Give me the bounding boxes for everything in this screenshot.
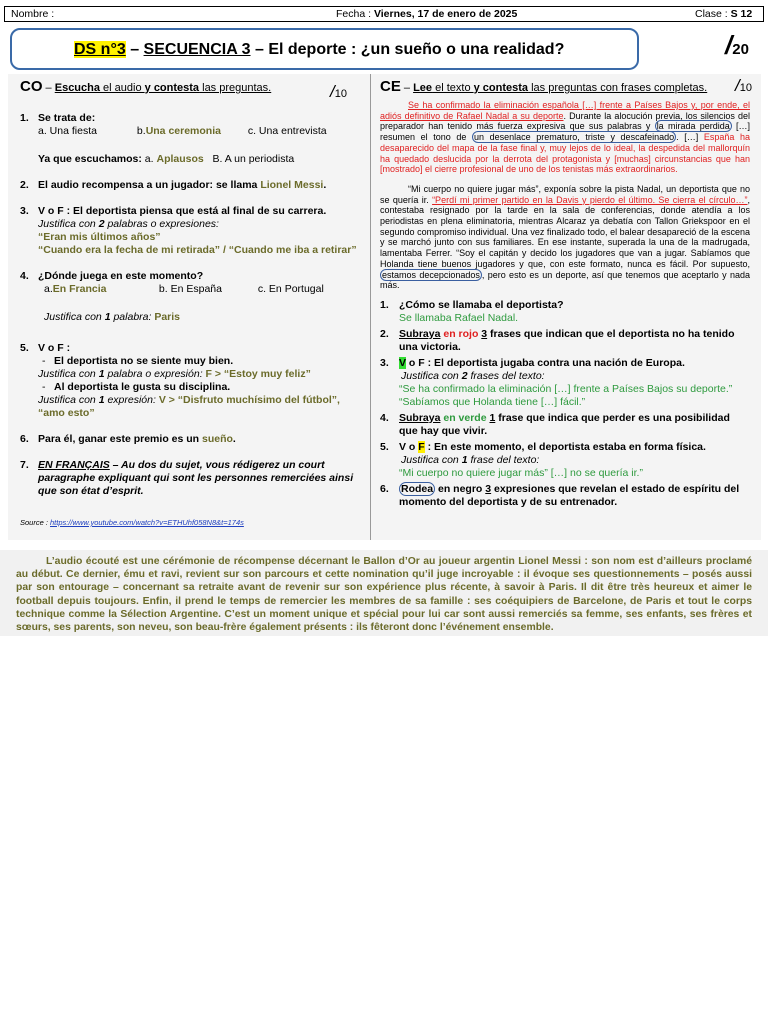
ce-label: CE	[380, 78, 401, 95]
co-q6-text: Para él, ganar este premio es un	[38, 433, 202, 445]
ce-q4-number: 4.	[380, 411, 389, 424]
ce-p2-red: “Perdí mi primer partido en la Davis y pierdo el último. Se cierra el círculo…”	[432, 194, 748, 205]
source-label: Source :	[20, 518, 51, 527]
co-score-slash: /	[330, 82, 335, 101]
co-question-7	[20, 459, 360, 498]
co-q2-answer: Lionel Messi	[260, 179, 324, 191]
co-q4-justify-mid: palabra:	[110, 311, 155, 323]
ce-contesta: y contesta	[473, 82, 529, 94]
title-secuencia: SECUENCIA 3	[143, 41, 251, 58]
co-question-2: 2. El audio recompensa a un jugador: se llama Lionel Messi.	[20, 179, 327, 191]
ce-mid1: el texto	[432, 82, 474, 94]
ce-q3-justify-pre: Justifica con	[401, 369, 462, 382]
co-q1-option-b-prefix: b.	[136, 125, 146, 137]
name-label: Nombre :	[11, 8, 55, 20]
co-q1-option-a: a. Una fiesta	[38, 125, 97, 137]
ce-q5-number: 5.	[380, 440, 389, 453]
ce-mid2: las preguntas con frases completas.	[528, 82, 708, 94]
ce-q5-justify-pre: Justifica con	[401, 453, 462, 466]
ce-p1-red-1: Se ha confirmado la eliminación española […] frente a Países Bajos y, por ende, el adiós definitivo de Rafael Nadal a su deporte	[380, 100, 750, 121]
title-rest: – El deporte : ¿un sueño o una realidad?	[250, 41, 565, 58]
ce-question-3	[380, 357, 750, 409]
co-q5-justify-1-num: 1	[98, 368, 105, 380]
ce-q5-text: : En este momento, el deportista estaba en forma física.	[424, 440, 706, 453]
co-q5-justify-1-mid: palabra o expresión:	[104, 368, 206, 380]
class-value: S 12	[730, 8, 753, 20]
ce-p2-text-2: , contestaba resignado por la tarde en la sala de conferencias, donde atendía a los periodistas en plena eliminatoria, mientras Alcaraz ya debatía con Tallon Griekspoor en el segundo compromiso individual. Una vez finalizado todo, el balear desapareció de la escena y se marchó junto con sus familiares. En ese instante, superada la una de la madrugada, lamentaba Ferrer. “Soy el capitán y decido los jugadores que van a jugar. Sabíamos que Holanda tiene buenos jugadores y que, con este formato, nunca es fácil. Por supuesto,	[380, 194, 750, 269]
co-questions	[20, 112, 360, 507]
total-score	[725, 30, 749, 61]
co-q2-number: 2.	[20, 179, 29, 191]
ce-q4-number-1: 1	[489, 411, 496, 424]
ce-question-4	[380, 412, 750, 438]
ce-question-6	[380, 483, 750, 509]
co-q1-why-a-prefix: a.	[144, 153, 157, 165]
co-dash: –	[42, 82, 55, 94]
ce-q5-answer: “Mi cuerpo no quiere jugar más” […] no se quería ir.”	[399, 466, 643, 479]
ce-p2-circled: estamos decepcionados	[382, 269, 480, 280]
co-q4-text: ¿Dónde juega en este momento?	[38, 270, 204, 282]
co-q7-fr: EN FRANÇAIS	[38, 459, 110, 471]
ce-q5-justify-num: 1	[461, 453, 468, 466]
ce-q1-number: 1.	[380, 298, 389, 311]
ce-q4-text: frase que indica que perder es una posibilidad que hay que vivir.	[399, 411, 730, 437]
ce-q3-answer-1: “Se ha confirmado la eliminación […] frente a Países Bajos su deporte.”	[399, 382, 733, 395]
title-sep: –	[125, 41, 144, 58]
co-q5-justify-2-answer: V > “Disfruto muchísimo del fútbol”, “amo esto”	[38, 394, 340, 419]
ce-q3-justify	[399, 370, 545, 382]
total-score-value: 20	[732, 41, 749, 58]
ce-p1-red-2: España ha desaparecido del mapa de la fase final y, muy lejos de lo ideal, la despedida del mallorquín ha quedado deslucida por la derrota del protagonista y [muchas] circunstancias que han [mostrado] el cierre profesional de uno de los tenistas más extraordinarios.	[380, 132, 750, 175]
co-q4-option-a	[44, 283, 156, 296]
co-q5-justify-1-pre: Justifica con	[38, 368, 99, 380]
co-q3-text: V o F : El deportista piensa que está al final de su carrera.	[38, 205, 327, 217]
ce-q2-number-3: 3	[481, 327, 488, 340]
ce-p1-circled-1: la mirada perdida	[656, 121, 730, 132]
co-q4-number: 4.	[20, 270, 29, 282]
ce-q6-text-2: expresiones que revelan el estado de espíritu del momento del deportista y de su entrenador.	[399, 482, 740, 508]
co-q1-text: Se trata de:	[38, 112, 96, 124]
co-escucha: Escucha	[54, 82, 100, 94]
co-q5-justify-2-pre: Justifica con	[38, 394, 99, 406]
co-q4-option-a-answer: En Francia	[52, 283, 107, 295]
co-question-6: 6. Para él, ganar este premio es un sueño.	[20, 433, 236, 445]
ce-lee: Lee	[413, 82, 433, 94]
co-q6-number: 6.	[20, 433, 29, 445]
co-q3-answer-1: “Eran mis últimos años”	[38, 231, 161, 243]
co-q1-options	[38, 125, 360, 138]
header-bar	[4, 6, 764, 22]
co-q4-justify	[38, 311, 360, 324]
co-score-value: 10	[334, 88, 347, 100]
co-q5-justify-2	[38, 394, 360, 420]
answer-section	[0, 550, 768, 636]
co-q5-item-2-text: Al deportista le gusta su disciplina.	[54, 381, 231, 393]
ce-q3-text: o F : El deportista jugaba contra una nación de Europa.	[406, 356, 685, 369]
co-q6-answer: sueño	[202, 433, 233, 445]
co-q1-number: 1.	[20, 112, 29, 124]
co-q5-item-1	[38, 355, 360, 368]
co-q5-justify-2-num: 1	[98, 394, 105, 406]
ce-question-1	[380, 299, 750, 325]
class-label: Clase :	[695, 8, 728, 20]
co-q7-number: 7.	[20, 459, 29, 471]
co-q5-item-2	[38, 381, 360, 394]
ce-p2-text-1: “Mi cuerpo no quiere jugar más”, exponía sobre la pista Nadal, un deportista que no se quería ir.	[380, 183, 750, 205]
ce-q6-number: 6.	[380, 482, 389, 495]
co-q1-why-label: Ya que escuchamos:	[38, 153, 145, 165]
ce-q2-number: 2.	[380, 327, 389, 340]
co-q3-justify-post: palabras o expresiones:	[104, 218, 219, 230]
title-ds: DS n°3	[74, 41, 126, 58]
page-title	[74, 41, 564, 59]
co-q3-number: 3.	[20, 205, 29, 217]
co-q3-justify	[38, 218, 219, 230]
co-q3-justify-pre: Justifica con	[38, 218, 99, 230]
co-q7-text: – Au dos du sujet, vous rédigerez un court paragraphe expliquant qui sont les personnes remerciées ainsi que son état d’esprit.	[38, 459, 354, 497]
co-question-3	[20, 205, 360, 257]
ce-question-5	[380, 441, 750, 480]
co-q4-option-a-prefix: a.	[44, 283, 53, 295]
co-q1-option-b-answer: Una ceremonia	[145, 125, 221, 137]
ce-q6-rodea: Rodea	[401, 482, 434, 495]
co-q5-justify-1-answer: F > “Estoy muy feliz”	[205, 368, 311, 380]
column-divider	[370, 74, 371, 540]
co-label: CO	[20, 78, 43, 95]
ce-score-slash: /	[735, 76, 740, 95]
ce-q6-text-1: en negro	[435, 482, 486, 495]
ce-q4-green: en verde	[440, 411, 490, 424]
co-q1-option-b	[137, 125, 245, 138]
ce-q3-justify-num: 2	[461, 369, 468, 382]
co-q4-justify-answer: Paris	[154, 311, 181, 323]
co-question-1	[20, 112, 360, 166]
co-q5-text: V o F :	[38, 342, 71, 354]
co-q4-justify-num: 1	[104, 311, 111, 323]
ce-q5-justify	[399, 454, 539, 466]
co-q5-justify-1	[38, 368, 360, 381]
co-contesta: y contesta	[144, 82, 200, 94]
co-q1-why	[38, 153, 360, 166]
co-q5-item-1-text: El deportista no se siente muy bien.	[54, 355, 234, 367]
ce-q5-pre: V o	[399, 440, 419, 453]
ce-paragraph-2	[380, 184, 750, 291]
ce-p1-text-2: […] resumen el tono de	[380, 121, 750, 143]
co-q1-why-b: B. A un periodista	[212, 153, 295, 165]
co-mid1: el audio	[99, 82, 145, 94]
date-field	[336, 8, 517, 20]
ce-q3-v: V	[399, 356, 407, 369]
ce-q2-text: frases que indican que el deportista no ha tenido una victoria.	[399, 327, 735, 353]
ce-p1-text-3: . […]	[676, 132, 704, 143]
co-q4-option-c: c. En Portugal	[257, 283, 324, 295]
answer-paragraph: L’audio écouté est une cérémonie de récompense décernant le Ballon d’Or au joueur argentin Lionel Messi : son nom est d’ailleurs proclamé au début. Ce dernier, ému et ravi, revient sur son parcours et cette nomination qu’il juge incroyable : il évoque ses questionnements – posés aussi par son entourage – concernant sa retraite avant de revenir sur son expérience plus récente, à savoir à Paris. Il dit être très heureux et aimer le football depuis toujours. Enfin, il prend le temps de remercier les membres de sa famille : ses coéquipiers de Barcelone, de Paris et tout le corps technique comme la Sélection Argentine. C’est un moment unique et spécial pour lui car sont aussi remerciés sa femme, ses enfants, ses frères et sœurs, ses parents, son neveu, son beau-frère également présents : ils fêteront donc l’événement ensemble.	[16, 556, 752, 634]
co-q1-option-c: c. Una entrevista	[247, 125, 327, 137]
co-q5-number: 5.	[20, 342, 29, 354]
ce-q1-text: ¿Cómo se llamaba el deportista?	[399, 298, 564, 311]
ce-score	[735, 76, 752, 96]
ce-question-2	[380, 328, 750, 354]
ce-score-value: 10	[739, 82, 752, 94]
ce-heading	[380, 78, 707, 95]
ce-p2-text-3: , pero esto es un deporte, así que tenemos que aceptarlo y nada más.	[380, 269, 750, 291]
co-q1-why-a-answer: Aplausos	[156, 153, 204, 165]
ce-paragraph-1	[380, 100, 750, 175]
co-mid2: las preguntas.	[199, 82, 272, 94]
ce-p1-text-1: . Durante la alocución previa, los silencios del preparador han tenido más fuerza expresiva que sus palabras y	[380, 110, 750, 132]
ce-p1-circled-2: un desenlace prematuro, triste y descafeinado	[473, 132, 675, 143]
date-label: Fecha :	[336, 8, 372, 20]
co-q4-options	[38, 283, 360, 296]
ce-q3-justify-post: frases del texto:	[467, 369, 545, 382]
ce-q6-number-3: 3	[485, 482, 492, 495]
ce-q2-red: en rojo	[440, 327, 482, 340]
ce-q5-f: F	[418, 440, 425, 453]
co-question-4	[20, 270, 360, 324]
source-line	[20, 518, 244, 527]
date-value: Viernes, 17 de enero de 2025	[373, 8, 518, 20]
ce-q4-subraya: Subraya	[399, 411, 441, 424]
ce-q5-justify-post: frase del texto:	[467, 453, 540, 466]
class-field	[695, 8, 752, 20]
co-heading	[20, 78, 271, 95]
co-score	[330, 82, 347, 102]
ce-q1-answer: Se llamaba Rafael Nadal.	[399, 311, 519, 324]
co-q5-justify-2-mid: expresión:	[104, 394, 159, 406]
co-q4-option-b: b. En España	[158, 283, 222, 295]
co-question-5	[20, 342, 360, 420]
co-q2-text: El audio recompensa a un jugador: se llama	[38, 179, 261, 191]
co-q3-justify-num: 2	[98, 218, 105, 230]
ce-content	[380, 100, 750, 512]
title-box	[10, 28, 639, 70]
ce-q2-subraya: Subraya	[399, 327, 441, 340]
source-link[interactable]: https://www.youtube.com/watch?v=ETHUhf058N8&t=174s	[50, 518, 244, 527]
ce-q3-number: 3.	[380, 356, 389, 369]
total-score-slash: /	[725, 30, 733, 60]
co-q4-justify-pre: Justifica con	[44, 311, 105, 323]
ce-q3-answer-2: “Sabíamos que Holanda tiene […] fácil.”	[399, 395, 586, 408]
co-q3-answer-2: “Cuando era la fecha de mi retirada” / “Cuando me iba a retirar”	[38, 244, 357, 256]
ce-dash: –	[400, 82, 414, 94]
